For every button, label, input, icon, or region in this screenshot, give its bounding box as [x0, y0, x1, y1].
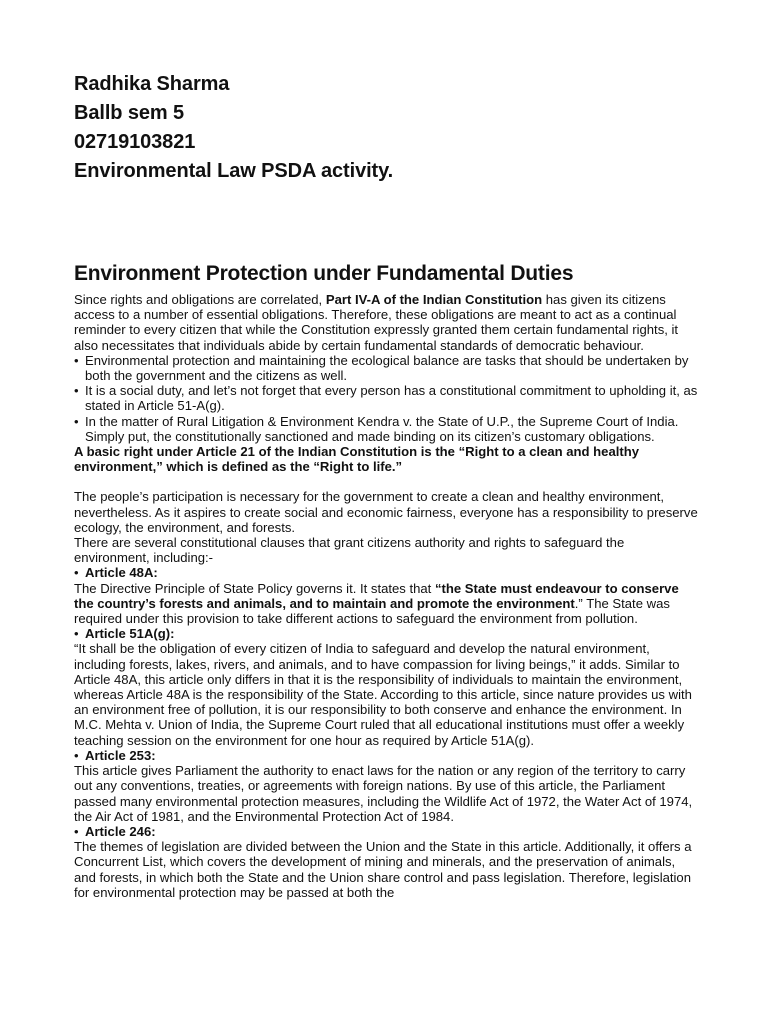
clauses-paragraph: There are several constitutional clauses that grant citizens authority and rights to safeguard the environment, including:-	[74, 535, 625, 566]
bullet-icon: •	[74, 565, 79, 581]
article-51a-heading	[74, 626, 698, 641]
article-48a-text	[74, 581, 698, 627]
article-51a-text: “It shall be the obligation of every citizen of India to safeguard and develop the natural environment, including forests, lakes, rivers, and animals, and to have compassion for living beings,” it adds. Similar to Article 48A, this article only differs in that it is the responsibility of individuals to maintain the environment, whereas Article 48A is the responsibility of the State. According to this article, since nature provides us with an environment free of pollution, it is our responsibility to both conserve and enhance the environment. In M.C. Mehta v. Union of India, the Supreme Court ruled that all educational institutions must offer a weekly teaching session on the environment for one hour as required by Article 51A(g).	[74, 641, 692, 748]
article-48a-text-1: The Directive Principle of State Policy governs it. It states that	[74, 580, 435, 596]
article-246-heading	[74, 824, 698, 839]
article-21-statement: A basic right under Article 21 of the Indian Constitution is the “Right to a clean and healthy environment,” which is defined as the “Right to life.”	[74, 444, 640, 475]
list-item	[74, 353, 698, 383]
spacer	[74, 474, 698, 489]
bullet-icon: •	[74, 413, 79, 429]
bullet-icon: •	[74, 352, 79, 368]
author-block	[74, 70, 393, 186]
list-item-text: Environmental protection and maintaining the ecological balance are tasks that should be undertaken by both the government and the citizens as well.	[85, 352, 689, 384]
author-name: Radhika Sharma	[74, 73, 230, 95]
article-48a-heading	[74, 565, 698, 580]
bullet-icon: •	[74, 626, 79, 642]
article-title: Article 253:	[85, 747, 156, 763]
article-48a-text-2: .” The State was required under this provision to take different actions to safeguard the environment from pollution.	[74, 595, 670, 627]
list-item	[74, 383, 698, 413]
section-heading: Environment Protection under Fundamental Duties	[74, 262, 574, 285]
article-253-heading	[74, 748, 698, 763]
list-item-text: It is a social duty, and let’s not forget that every person has a constitutional commitment to upholding it, as stated in Article 51-A(g).	[85, 383, 698, 414]
list-item-text: In the matter of Rural Litigation & Environment Kendra v. the State of U.P., the Supreme Court of India. Simply put, the constitutionally sanctioned and made binding on its citizen’s customary obligations.	[85, 413, 679, 444]
article-title: Article 246:	[85, 823, 156, 839]
article-48a-bold-text: “the State must endeavour to conserve the country’s forests and animals, and to maintain and promote the environment	[74, 580, 679, 611]
assignment-subject: Environmental Law PSDA activity.	[74, 160, 394, 182]
intro-paragraph	[74, 292, 698, 353]
bullet-icon: •	[74, 823, 79, 839]
article-title: Article 48A:	[85, 565, 158, 581]
roll-number: 02719103821	[74, 131, 196, 153]
article-title: Article 51A(g):	[85, 626, 175, 642]
intro-text-1: Since rights and obligations are correlated,	[74, 292, 326, 307]
bullet-icon: •	[74, 747, 79, 763]
article-253-text: This article gives Parliament the authority to enact laws for the nation or any region of the territory to carry out any conventions, treaties, or agreements with foreign nations. By use of this article, the Parliament passed many environmental protection measures, including the Wildlife Act of 1972, the Water Act of 1974, the Air Act of 1981, and the Environmental Protection Act of 1984.	[74, 763, 693, 824]
article-246-text: The themes of legislation are divided between the Union and the State in this article. Additionally, it offers a Concurrent List, which covers the development of mining and minerals, and the preservation of animals, and forests, in which both the State and the Union share control and pass legislation. Therefore, legislation for environmental protection may be passed at both the	[74, 839, 692, 900]
document-body	[74, 292, 698, 900]
course-info: Ballb sem 5	[74, 102, 185, 124]
participation-paragraph: The people’s participation is necessary for the government to create a clean and healthy environment, nevertheless. As it aspires to create social and economic fairness, everyone has a responsibility to preserve ecology, the environment, and forests.	[74, 489, 698, 535]
intro-text-2: has given its citizens access to a number of essential obligations. Therefore, these obligations are meant to act as a continual reminder to every citizen that while the Constitution expressly granted them certain fundamental rights, it also necessitates that individuals abide by certain fundamental standards of democratic behaviour.	[74, 292, 679, 353]
intro-bold-text: Part IV-A of the Indian Constitution	[325, 292, 543, 307]
bullet-icon: •	[74, 383, 79, 399]
list-item	[74, 414, 698, 444]
